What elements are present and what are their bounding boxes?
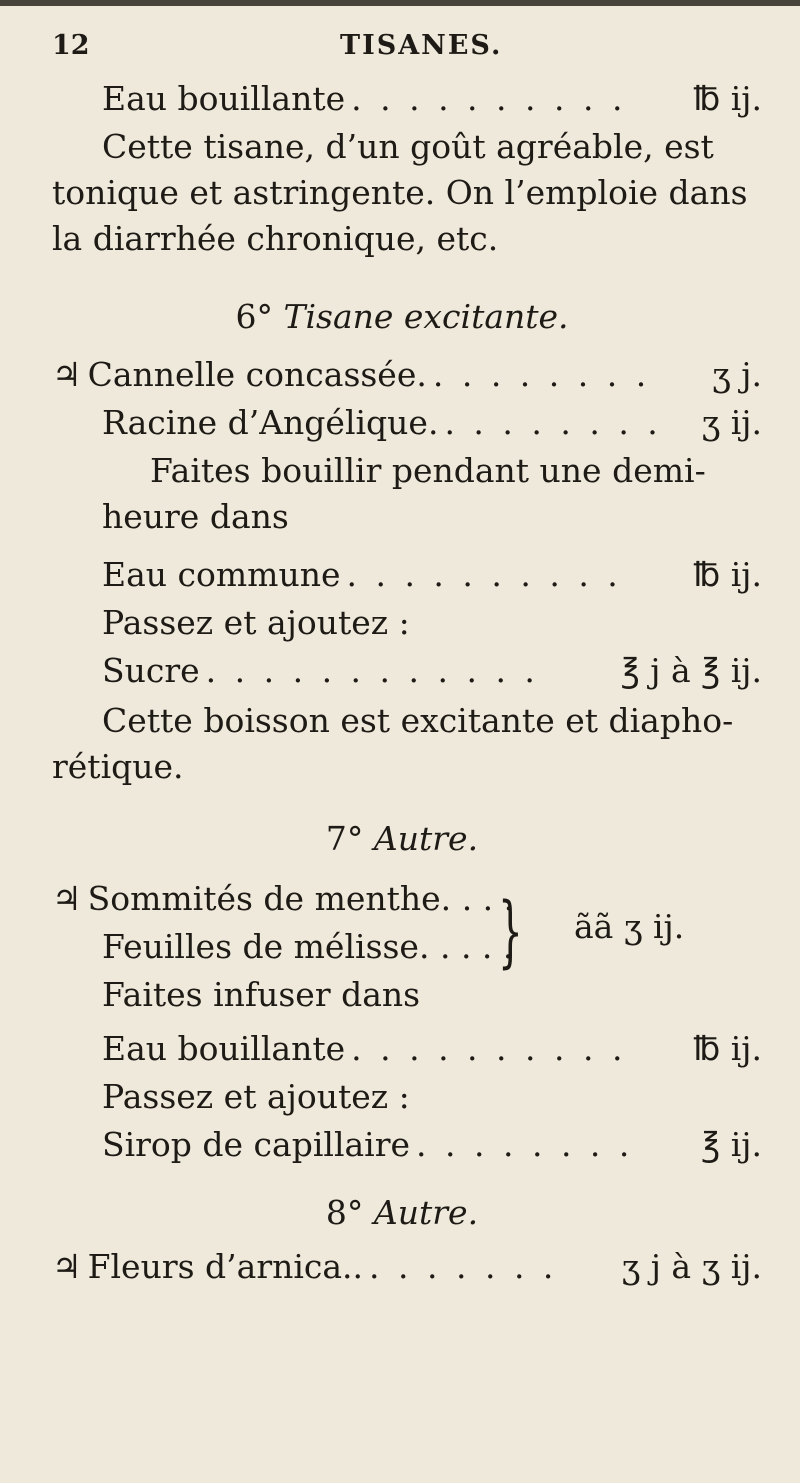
recipe-symbol: ♃ (52, 355, 82, 394)
section-heading (52, 1190, 752, 1236)
leader-dots: . . . . . . . . . . (351, 1029, 627, 1068)
ingredient-line (102, 552, 762, 598)
section-title: Autre. (373, 1193, 479, 1232)
ingredient-name: Eau bouillante (102, 1029, 346, 1068)
leader-dots: . . . (461, 879, 515, 918)
section-number: 8° (325, 1193, 364, 1232)
leader-dots: . . . . . . . . . . (351, 79, 627, 118)
body-text-line: la diarrhée chronique, etc. (52, 219, 499, 258)
ingredient-quantity: ʒ j. (712, 355, 762, 394)
page-header (48, 30, 748, 70)
instruction-line: Passez et ajoutez : (102, 603, 410, 642)
ingredient-quantity: ℥ ij. (701, 1125, 762, 1164)
ingredient-name: Sommités de menthe. (87, 879, 452, 918)
body-text-line: rétique. (52, 747, 184, 786)
ingredient-line (102, 648, 762, 694)
body-text-line: Cette boisson est excitante et diapho- (102, 701, 734, 740)
leader-dots: . . . . (439, 927, 514, 966)
recipe-symbol: ♃ (52, 879, 82, 918)
ingredient-name: Fleurs d’arnica.. (87, 1247, 364, 1286)
body-text-line: Cette tisane, d’un goût agréable, est (102, 127, 714, 166)
ingredient-line (52, 352, 762, 398)
instruction-line: Faites infuser dans (102, 975, 421, 1014)
section-title: Autre. (373, 819, 479, 858)
ingredient-name: Eau bouillante (102, 79, 346, 118)
ingredient-line (102, 924, 513, 970)
section-heading (52, 816, 752, 862)
leader-dots: . . . . . . . . (444, 403, 662, 442)
ingredient-name: Cannelle concassée. (87, 355, 427, 394)
top-rule (0, 0, 800, 6)
leader-dots: . . . . . . . . (432, 355, 651, 394)
ingredient-name: Sirop de capillaire (102, 1125, 411, 1164)
ingredient-line (102, 400, 762, 446)
ingredient-quantity: ʒ j à ʒ ij. (621, 1247, 762, 1286)
ingredient-quantity: ʒ ij. (701, 403, 762, 442)
section-title: Tisane excitante. (283, 297, 569, 336)
section-heading (52, 294, 752, 340)
ingredient-quantity: ℔ ij. (693, 1029, 762, 1068)
section-number: 6° (235, 297, 273, 336)
ingredient-line (102, 1026, 762, 1072)
ingredient-line (102, 1122, 762, 1168)
ingredient-line (52, 876, 514, 922)
ingredient-name: Sucre (102, 651, 200, 690)
ingredient-quantity: ãã ʒ ij. (574, 907, 685, 946)
leader-dots: . . . . . . . . . . . . (205, 651, 539, 690)
ingredient-name: Eau commune (102, 555, 341, 594)
ingredient-line (52, 1244, 762, 1290)
ingredient-quantity: ℥ j à ℥ ij. (620, 651, 762, 690)
instruction-line: heure dans (102, 497, 289, 536)
ingredient-quantity: ℔ ij. (693, 79, 762, 118)
running-head: TISANES. (340, 30, 503, 61)
brace-symbol: } (498, 887, 523, 977)
leader-dots: . . . . . . . . . . (346, 555, 622, 594)
instruction-line: Faites bouillir pendant une demi- (150, 451, 706, 490)
recipe-symbol: ♃ (52, 1247, 82, 1286)
instruction-line: Passez et ajoutez : (102, 1077, 410, 1116)
ingredient-quantity: ℔ ij. (693, 555, 762, 594)
ingredient-name: Feuilles de mélisse. (102, 927, 430, 966)
page-number: 12 (52, 30, 90, 61)
section-number: 7° (325, 819, 364, 858)
leader-dots: . . . . . . . . (416, 1125, 634, 1164)
body-text-line: tonique et astringente. On l’emploie dans (52, 173, 748, 212)
ingredient-name: Racine d’Angélique. (102, 403, 439, 442)
leader-dots: . . . . . . . (369, 1247, 558, 1286)
ingredient-line (102, 76, 762, 122)
